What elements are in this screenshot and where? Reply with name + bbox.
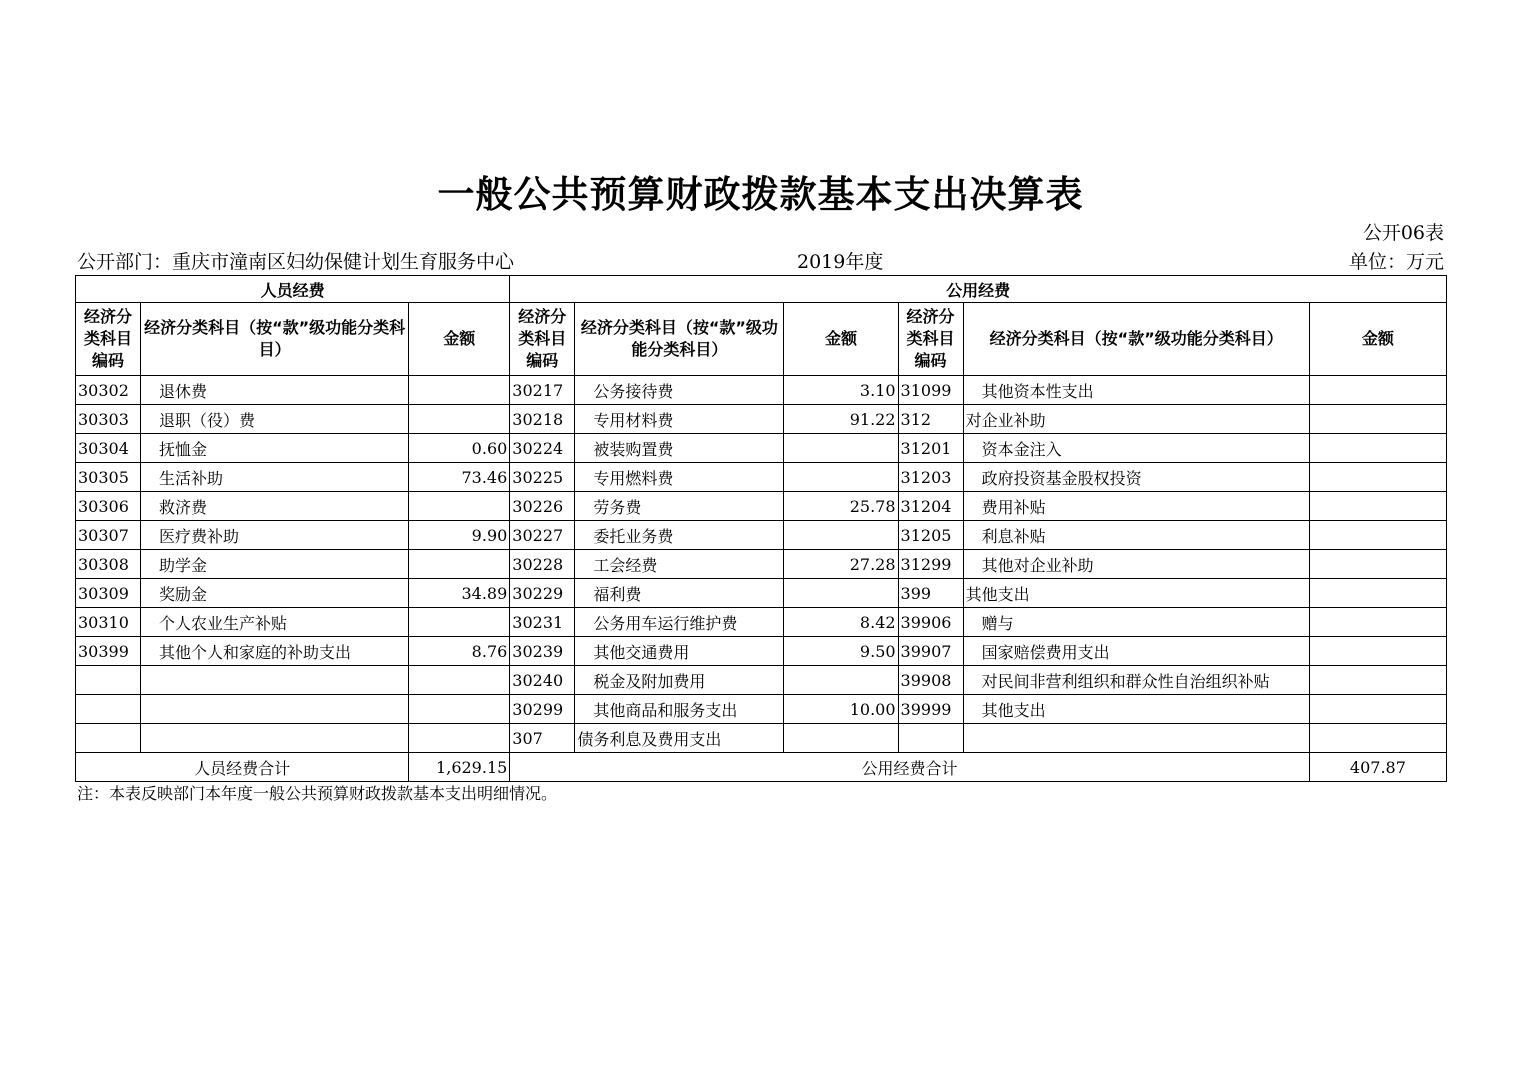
amount-cell: 8.76 — [409, 637, 510, 666]
amount-cell — [1309, 637, 1446, 666]
name-cell: 其他支出 — [963, 579, 1309, 608]
amount-cell: 91.22 — [784, 405, 898, 434]
amount-cell — [409, 376, 510, 405]
name-cell: 其他个人和家庭的补助支出 — [141, 637, 409, 666]
table-row — [76, 434, 1447, 463]
amount-cell — [1309, 492, 1446, 521]
code-cell: 312 — [898, 405, 963, 434]
group-header-row — [76, 276, 1447, 303]
table-row — [76, 695, 1447, 724]
amount-cell: 25.78 — [784, 492, 898, 521]
amount-cell: 27.28 — [784, 550, 898, 579]
group-personnel: 人员经费 — [76, 276, 510, 303]
table-row — [76, 405, 1447, 434]
amount-cell — [784, 463, 898, 492]
name-cell: 赠与 — [963, 608, 1309, 637]
amount-cell — [784, 579, 898, 608]
amount-cell — [1309, 521, 1446, 550]
personnel-total-label: 人员经费合计 — [76, 753, 409, 782]
name-cell: 其他交通费用 — [575, 637, 784, 666]
amount-cell: 3.10 — [784, 376, 898, 405]
code-cell: 39906 — [898, 608, 963, 637]
code-cell: 30218 — [510, 405, 575, 434]
expenditure-table — [75, 275, 1447, 782]
code-cell: 399 — [898, 579, 963, 608]
header-name: 经济分类科目（按“款”级功能分类科目） — [575, 303, 784, 376]
name-cell: 劳务费 — [575, 492, 784, 521]
header-amount: 金额 — [409, 303, 510, 376]
amount-cell — [409, 724, 510, 753]
amount-cell — [784, 666, 898, 695]
name-cell: 公务用车运行维护费 — [575, 608, 784, 637]
name-cell: 费用补贴 — [963, 492, 1309, 521]
code-cell — [898, 724, 963, 753]
public-total-value: 407.87 — [1309, 753, 1446, 782]
name-cell: 政府投资基金股权投资 — [963, 463, 1309, 492]
name-cell: 专用材料费 — [575, 405, 784, 434]
header-code: 经济分类科目编码 — [510, 303, 575, 376]
table-row — [76, 579, 1447, 608]
name-cell — [141, 695, 409, 724]
name-cell: 医疗费补助 — [141, 521, 409, 550]
code-cell — [76, 666, 141, 695]
name-cell: 助学金 — [141, 550, 409, 579]
footnote: 注：本表反映部门本年度一般公共预算财政拨款基本支出明细情况。 — [77, 784, 558, 803]
name-cell: 资本金注入 — [963, 434, 1309, 463]
name-cell: 退休费 — [141, 376, 409, 405]
name-cell: 福利费 — [575, 579, 784, 608]
name-cell — [141, 724, 409, 753]
table-row — [76, 376, 1447, 405]
table-row — [76, 666, 1447, 695]
code-cell: 30303 — [76, 405, 141, 434]
amount-cell — [1309, 608, 1446, 637]
amount-cell: 34.89 — [409, 579, 510, 608]
code-cell: 31205 — [898, 521, 963, 550]
amount-cell — [1309, 405, 1446, 434]
name-cell: 公务接待费 — [575, 376, 784, 405]
code-cell: 30308 — [76, 550, 141, 579]
code-cell: 31204 — [898, 492, 963, 521]
amount-cell — [409, 550, 510, 579]
code-cell: 30227 — [510, 521, 575, 550]
name-cell: 生活补助 — [141, 463, 409, 492]
code-cell: 30304 — [76, 434, 141, 463]
code-cell — [76, 724, 141, 753]
name-cell: 奖励金 — [141, 579, 409, 608]
name-cell: 对企业补助 — [963, 405, 1309, 434]
table-row — [76, 724, 1447, 753]
amount-cell — [784, 724, 898, 753]
code-cell: 31099 — [898, 376, 963, 405]
name-cell: 退职（役）费 — [141, 405, 409, 434]
amount-cell — [1309, 724, 1446, 753]
code-cell: 30309 — [76, 579, 141, 608]
code-cell: 30399 — [76, 637, 141, 666]
code-cell: 30231 — [510, 608, 575, 637]
amount-cell — [784, 434, 898, 463]
code-cell: 30306 — [76, 492, 141, 521]
code-cell: 30229 — [510, 579, 575, 608]
name-cell: 委托业务费 — [575, 521, 784, 550]
code-cell: 30310 — [76, 608, 141, 637]
form-number: 公开06表 — [1362, 222, 1444, 244]
name-cell: 国家赔偿费用支出 — [963, 637, 1309, 666]
name-cell: 个人农业生产补贴 — [141, 608, 409, 637]
code-cell: 30307 — [76, 521, 141, 550]
group-public: 公用经费 — [510, 276, 1447, 303]
name-cell: 对民间非营利组织和群众性自治组织补贴 — [963, 666, 1309, 695]
table-row — [76, 463, 1447, 492]
code-cell: 39999 — [898, 695, 963, 724]
amount-cell — [1309, 376, 1446, 405]
code-cell: 39908 — [898, 666, 963, 695]
table-row — [76, 492, 1447, 521]
amount-cell — [1309, 463, 1446, 492]
code-cell: 30305 — [76, 463, 141, 492]
code-cell: 30228 — [510, 550, 575, 579]
column-header-row — [76, 303, 1447, 376]
department-label: 公开部门：重庆市潼南区妇幼保健计划生育服务中心 — [77, 251, 515, 273]
code-cell: 307 — [510, 724, 575, 753]
name-cell: 债务利息及费用支出 — [575, 724, 784, 753]
code-cell: 31299 — [898, 550, 963, 579]
name-cell: 专用燃料费 — [575, 463, 784, 492]
name-cell: 工会经费 — [575, 550, 784, 579]
code-cell: 30226 — [510, 492, 575, 521]
code-cell: 30224 — [510, 434, 575, 463]
amount-cell — [409, 492, 510, 521]
amount-cell — [1309, 579, 1446, 608]
amount-cell: 10.00 — [784, 695, 898, 724]
code-cell: 30225 — [510, 463, 575, 492]
table-row — [76, 608, 1447, 637]
amount-cell — [409, 405, 510, 434]
amount-cell — [409, 666, 510, 695]
amount-cell — [409, 695, 510, 724]
name-cell: 被装购置费 — [575, 434, 784, 463]
code-cell: 31201 — [898, 434, 963, 463]
personnel-total-value: 1,629.15 — [409, 753, 510, 782]
table-row — [76, 550, 1447, 579]
name-cell: 其他商品和服务支出 — [575, 695, 784, 724]
unit-label: 单位：万元 — [1348, 251, 1444, 273]
amount-cell — [784, 521, 898, 550]
header-amount: 金额 — [784, 303, 898, 376]
page-title: 一般公共预算财政拨款基本支出决算表 — [437, 173, 1084, 216]
amount-cell — [409, 608, 510, 637]
amount-cell — [1309, 695, 1446, 724]
public-total-label: 公用经费合计 — [510, 753, 1310, 782]
code-cell: 30299 — [510, 695, 575, 724]
name-cell: 税金及附加费用 — [575, 666, 784, 695]
name-cell: 其他支出 — [963, 695, 1309, 724]
code-cell: 30217 — [510, 376, 575, 405]
code-cell: 39907 — [898, 637, 963, 666]
code-cell: 31203 — [898, 463, 963, 492]
header-amount: 金额 — [1309, 303, 1446, 376]
amount-cell — [1309, 550, 1446, 579]
code-cell — [76, 695, 141, 724]
totals-row — [76, 753, 1447, 782]
amount-cell — [1309, 666, 1446, 695]
header-name: 经济分类科目（按“款”级功能分类科目） — [141, 303, 409, 376]
amount-cell: 73.46 — [409, 463, 510, 492]
amount-cell — [1309, 434, 1446, 463]
header-code: 经济分类科目编码 — [898, 303, 963, 376]
amount-cell: 9.50 — [784, 637, 898, 666]
name-cell: 其他资本性支出 — [963, 376, 1309, 405]
table-row — [76, 637, 1447, 666]
header-code: 经济分类科目编码 — [76, 303, 141, 376]
amount-cell: 0.60 — [409, 434, 510, 463]
year-label: 2019年度 — [797, 251, 884, 273]
amount-cell: 8.42 — [784, 608, 898, 637]
name-cell — [963, 724, 1309, 753]
name-cell: 其他对企业补助 — [963, 550, 1309, 579]
name-cell: 救济费 — [141, 492, 409, 521]
name-cell — [141, 666, 409, 695]
name-cell: 利息补贴 — [963, 521, 1309, 550]
code-cell: 30240 — [510, 666, 575, 695]
table-row — [76, 521, 1447, 550]
code-cell: 30302 — [76, 376, 141, 405]
code-cell: 30239 — [510, 637, 575, 666]
header-name: 经济分类科目（按“款”级功能分类科目） — [963, 303, 1309, 376]
amount-cell: 9.90 — [409, 521, 510, 550]
name-cell: 抚恤金 — [141, 434, 409, 463]
